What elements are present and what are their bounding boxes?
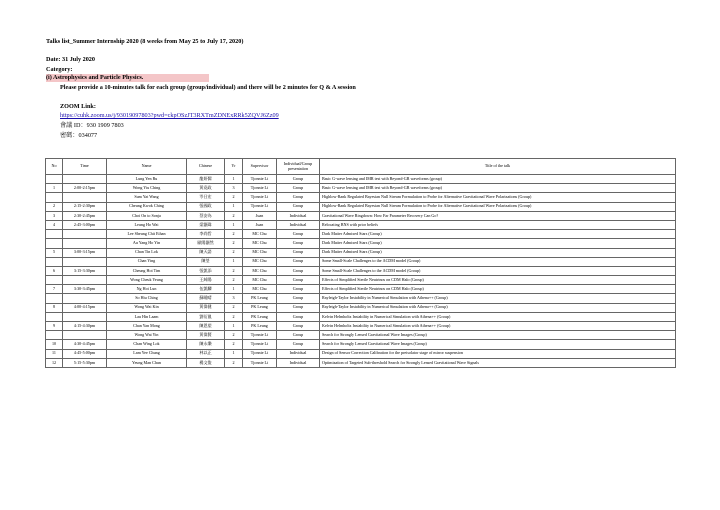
cell-title: Dark Matter Admixed Stars (Group) bbox=[320, 248, 676, 257]
cell-title: Dark Matter Admixed Stars (Group) bbox=[320, 230, 676, 239]
table-row bbox=[46, 175, 676, 184]
cell-presentation: Group bbox=[277, 248, 320, 257]
cell-chinese: 林以正 bbox=[187, 349, 225, 358]
cell-time bbox=[63, 276, 107, 285]
cell-supervisor: Tjonnie Li bbox=[243, 193, 277, 202]
table-row bbox=[46, 312, 676, 321]
cell-name: Yeung Man Chun bbox=[107, 358, 187, 367]
cell-no: 8 bbox=[46, 303, 63, 312]
cell-time: 4:15-4:30pm bbox=[63, 322, 107, 331]
cell-presentation: Individual bbox=[277, 220, 320, 229]
cell-title: Search for Strongly Lensed Gravitational Wave Images (Group) bbox=[320, 340, 676, 349]
cell-name: Chan Yan Mong bbox=[107, 322, 187, 331]
cell-title: Kelvin Helmholtz Instability in Numerical Simulation with Athena++ (Group) bbox=[320, 312, 676, 321]
cell-supervisor: MC Chu bbox=[243, 285, 277, 294]
cell-title: Design of Sensor Correction Calibration for the preisolator stage of mirror suspension bbox=[320, 349, 676, 358]
category-value bbox=[46, 74, 209, 82]
cell-chinese: 龍妍儒 bbox=[187, 175, 225, 184]
cell-presentation: Group bbox=[277, 312, 320, 321]
table-row bbox=[46, 285, 676, 294]
cell-presentation: Group bbox=[277, 202, 320, 211]
cell-chinese: 張凱添 bbox=[187, 266, 225, 275]
table-row bbox=[46, 230, 676, 239]
cell-supervisor: MC Chu bbox=[243, 239, 277, 248]
category-value-text: (i) Astrophysics and Particle Physics. bbox=[46, 74, 144, 81]
cell-supervisor: MC Chu bbox=[243, 257, 277, 266]
cell-no bbox=[46, 312, 63, 321]
cell-supervisor: PK Leung bbox=[243, 312, 277, 321]
table-row bbox=[46, 248, 676, 257]
cell-no bbox=[46, 230, 63, 239]
table-row bbox=[46, 276, 676, 285]
cell-presentation: Individual bbox=[277, 211, 320, 220]
cell-chinese: 蔡安為 bbox=[187, 211, 225, 220]
cell-chinese: 伍凱麟 bbox=[187, 285, 225, 294]
cell-presentation: Group bbox=[277, 184, 320, 193]
cell-no: 4 bbox=[46, 220, 63, 229]
cell-name: Sum Yat Wang bbox=[107, 193, 187, 202]
cell-time bbox=[63, 230, 107, 239]
table-row bbox=[46, 340, 676, 349]
cell-presentation: Group bbox=[277, 322, 320, 331]
cell-title: Search for Strongly Lensed Gravitational Wave Images (Group) bbox=[320, 331, 676, 340]
cell-time bbox=[63, 257, 107, 266]
cell-supervisor: Tjonnie Li bbox=[243, 340, 277, 349]
cell-time bbox=[63, 294, 107, 303]
cell-chinese: 歐陽灝然 bbox=[187, 239, 225, 248]
cell-time: 3:00-3:15pm bbox=[63, 248, 107, 257]
cell-title: Effects of Simplified Sterile Neutrinos on CDM Halo (Group) bbox=[320, 285, 676, 294]
cell-time bbox=[63, 175, 107, 184]
cell-presentation: Group bbox=[277, 340, 320, 349]
cell-time: 3:15-3:30pm bbox=[63, 266, 107, 275]
table-row bbox=[46, 211, 676, 220]
instruction-text: Please provide a 10-minutes talk for each group (group/individual) and there will be 2 minutes for Q & A session bbox=[60, 84, 356, 91]
cell-time: 4:30-4:45pm bbox=[63, 340, 107, 349]
cell-presentation: Group bbox=[277, 230, 320, 239]
cell-supervisor: Juan bbox=[243, 211, 277, 220]
cell-no bbox=[46, 331, 63, 340]
doc-title: Talks list_Summer Internship 2020 (8 weeks from May 25 to July 17, 2020) bbox=[46, 38, 244, 45]
cell-chinese: 岑日宏 bbox=[187, 193, 225, 202]
cell-chinese: 黃偉賢 bbox=[187, 331, 225, 340]
cell-name: Au Yang Ho Yin bbox=[107, 239, 187, 248]
header-title: Title of the talk bbox=[320, 159, 676, 175]
cell-title: Optimization of Targeted Sub-threshold Search for Strongly Lensed Gravitational Wave Signals bbox=[320, 358, 676, 367]
cell-time: 2:15-2:30pm bbox=[63, 202, 107, 211]
table-row bbox=[46, 257, 676, 266]
cell-chinese: 黃偉健 bbox=[187, 303, 225, 312]
cell-name: So Hiu Ching bbox=[107, 294, 187, 303]
cell-supervisor: MC Chu bbox=[243, 276, 277, 285]
cell-no: 10 bbox=[46, 340, 63, 349]
cell-chinese: 楊文俊 bbox=[187, 358, 225, 367]
cell-yr: 1 bbox=[225, 220, 243, 229]
cell-time: 4:45-5:00pm bbox=[63, 349, 107, 358]
header-chinese: Chinese bbox=[187, 159, 225, 175]
cell-name: Lee Sheung Chit Ethan bbox=[107, 230, 187, 239]
table-row bbox=[46, 202, 676, 211]
cell-yr: 3 bbox=[225, 184, 243, 193]
cell-presentation: Group bbox=[277, 175, 320, 184]
table-row bbox=[46, 294, 676, 303]
table-row bbox=[46, 349, 676, 358]
cell-supervisor: Tjonnie Li bbox=[243, 358, 277, 367]
cell-yr: 1 bbox=[225, 175, 243, 184]
cell-supervisor: Juan bbox=[243, 220, 277, 229]
cell-title: Highlow-Rank Regulated Bayesian Null Stream Formulation to Probe for Alternative Gravitational Wave Polarizations (Group) bbox=[320, 193, 676, 202]
cell-title: Rayleigh-Taylor Instability in Numerical Simulation with Athena++ (Group) bbox=[320, 294, 676, 303]
talks-table bbox=[45, 158, 676, 368]
cell-name: Wong Yiu Ching bbox=[107, 184, 187, 193]
cell-time: 5:15-5:30pm bbox=[63, 358, 107, 367]
header-time: Time bbox=[63, 159, 107, 175]
cell-name: Leung Ho Wai bbox=[107, 220, 187, 229]
cell-supervisor: PK Leung bbox=[243, 322, 277, 331]
cell-title: Kelvin Helmholtz Instability in Numerical Simulation with Athena++ (Group) bbox=[320, 322, 676, 331]
cell-presentation: Individual bbox=[277, 358, 320, 367]
cell-chinese: 陳永樂 bbox=[187, 340, 225, 349]
cell-title: Relocating BNS with prior beliefs bbox=[320, 220, 676, 229]
cell-presentation: Group bbox=[277, 239, 320, 248]
cell-presentation: Group bbox=[277, 285, 320, 294]
cell-no bbox=[46, 276, 63, 285]
cell-no bbox=[46, 239, 63, 248]
cell-yr: 2 bbox=[225, 358, 243, 367]
cell-yr: 2 bbox=[225, 230, 243, 239]
cell-name: Ng Hoi Lun bbox=[107, 285, 187, 294]
table-row bbox=[46, 331, 676, 340]
cell-chinese: 蘇曉晴 bbox=[187, 294, 225, 303]
cell-name: Cheung Kwok Ching bbox=[107, 202, 187, 211]
cell-title: Highlow-Rank Regulated Bayesian Null Stream Formulation to Probe for Alternative Gravitational Wave Polarizations (Group) bbox=[320, 202, 676, 211]
cell-name: Wong Wai Yin bbox=[107, 331, 187, 340]
table-row bbox=[46, 220, 676, 229]
cell-yr: 2 bbox=[225, 331, 243, 340]
cell-supervisor: PK Leung bbox=[243, 294, 277, 303]
cell-time: 2:45-3:00pm bbox=[63, 220, 107, 229]
cell-name: Lung Yen Ru bbox=[107, 175, 187, 184]
cell-chinese: 王綽陽 bbox=[187, 276, 225, 285]
cell-title: Dark Matter Admixed Stars (Group) bbox=[320, 239, 676, 248]
cell-name: Wong Wai Kin bbox=[107, 303, 187, 312]
cell-presentation: Group bbox=[277, 257, 320, 266]
cell-time: 3:30-3:45pm bbox=[63, 285, 107, 294]
cell-yr: 1 bbox=[225, 285, 243, 294]
cell-supervisor: Tjonnie Li bbox=[243, 184, 277, 193]
cell-chinese: 陳恩望 bbox=[187, 322, 225, 331]
table-row bbox=[46, 193, 676, 202]
cell-time: 2:00-2:15pm bbox=[63, 184, 107, 193]
cell-title: Basic G-wave lensing and IMR test with Beyond-GR waveforms (group) bbox=[320, 175, 676, 184]
cell-chinese: 陳瑩 bbox=[187, 257, 225, 266]
cell-chinese: 李尚哲 bbox=[187, 230, 225, 239]
table-row bbox=[46, 303, 676, 312]
cell-title: Gravitational Wave Ringdown: How Far Parameter Recovery Can Go? bbox=[320, 211, 676, 220]
cell-time bbox=[63, 193, 107, 202]
cell-yr: 1 bbox=[225, 349, 243, 358]
cell-supervisor: MC Chu bbox=[243, 230, 277, 239]
cell-title: Rayleigh-Taylor Instability in Numerical Simulation with Athena++ (Group) bbox=[320, 303, 676, 312]
cell-no: 6 bbox=[46, 266, 63, 275]
cell-no: 5 bbox=[46, 248, 63, 257]
cell-name: Choi On to Sonja bbox=[107, 211, 187, 220]
table-row bbox=[46, 239, 676, 248]
cell-presentation: Group bbox=[277, 303, 320, 312]
cell-yr: 1 bbox=[225, 257, 243, 266]
cell-no: 7 bbox=[46, 285, 63, 294]
cell-presentation: Group bbox=[277, 294, 320, 303]
cell-title: Some Small-Scale Challenges to the ΛCDM model (Group) bbox=[320, 257, 676, 266]
cell-yr: 2 bbox=[225, 211, 243, 220]
cell-no: 1 bbox=[46, 184, 63, 193]
cell-no: 9 bbox=[46, 322, 63, 331]
header-yr: Yr bbox=[225, 159, 243, 175]
cell-supervisor: MC Chu bbox=[243, 248, 277, 257]
cell-name: Chan Tin Lok bbox=[107, 248, 187, 257]
header-name: Name bbox=[107, 159, 187, 175]
cell-presentation: Group bbox=[277, 331, 320, 340]
table-header-row bbox=[46, 159, 676, 175]
cell-title: Some Small-Scale Challenges to the ΛCDM model (Group) bbox=[320, 266, 676, 275]
cell-supervisor: Tjonnie Li bbox=[243, 331, 277, 340]
cell-presentation: Group bbox=[277, 193, 320, 202]
cell-no bbox=[46, 193, 63, 202]
cell-title: Basic G-wave lensing and IMR test with Beyond-GR waveforms (group) bbox=[320, 184, 676, 193]
cell-yr: 1 bbox=[225, 322, 243, 331]
cell-time: 2:30-2:45pm bbox=[63, 211, 107, 220]
cell-chinese: 張國政 bbox=[187, 202, 225, 211]
cell-yr: 2 bbox=[225, 276, 243, 285]
table-row bbox=[46, 358, 676, 367]
cell-no bbox=[46, 257, 63, 266]
cell-no: 12 bbox=[46, 358, 63, 367]
header-supervisor: Supervisor bbox=[243, 159, 277, 175]
table-row bbox=[46, 184, 676, 193]
cell-chinese: 陳天諾 bbox=[187, 248, 225, 257]
cell-yr: 2 bbox=[225, 303, 243, 312]
cell-supervisor: Tjonnie Li bbox=[243, 175, 277, 184]
table-row bbox=[46, 266, 676, 275]
cell-supervisor: Tjonnie Li bbox=[243, 202, 277, 211]
cell-no: 3 bbox=[46, 211, 63, 220]
cell-presentation: Group bbox=[277, 266, 320, 275]
cell-supervisor: PK Leung bbox=[243, 303, 277, 312]
header-no: No bbox=[46, 159, 63, 175]
cell-no bbox=[46, 294, 63, 303]
cell-chinese: 梁灝瑋 bbox=[187, 220, 225, 229]
cell-name: Lam Yee Chung bbox=[107, 349, 187, 358]
cell-yr: 2 bbox=[225, 266, 243, 275]
cell-yr: 1 bbox=[225, 202, 243, 211]
cell-time bbox=[63, 312, 107, 321]
cell-no: 2 bbox=[46, 202, 63, 211]
cell-name: Cheung Hoi Tim bbox=[107, 266, 187, 275]
cell-presentation: Individual bbox=[277, 349, 320, 358]
cell-time bbox=[63, 239, 107, 248]
cell-no: 11 bbox=[46, 349, 63, 358]
cell-presentation: Group bbox=[277, 276, 320, 285]
cell-name: Chan Wing Lok bbox=[107, 340, 187, 349]
doc-date: Date: 31 July 2020 bbox=[46, 56, 95, 63]
cell-chinese: 黃堯政 bbox=[187, 184, 225, 193]
zoom-link[interactable]: https://cuhk.zoom.us/j/93019097803?pwd=ckpOSzJT3RXTmZDNExRRk5ZQVJ6Zz09 bbox=[60, 112, 279, 119]
cell-no bbox=[46, 175, 63, 184]
cell-name: Lau Hin Laam bbox=[107, 312, 187, 321]
table-row bbox=[46, 322, 676, 331]
cell-yr: 2 bbox=[225, 248, 243, 257]
meeting-password: 密碼：034077 bbox=[60, 132, 98, 139]
zoom-label: ZOOM Link: bbox=[60, 103, 96, 110]
category-label: Category: bbox=[46, 66, 73, 73]
cell-yr: 2 bbox=[225, 340, 243, 349]
cell-supervisor: MC Chu bbox=[243, 266, 277, 275]
cell-supervisor: Tjonnie Li bbox=[243, 349, 277, 358]
cell-yr: 2 bbox=[225, 239, 243, 248]
cell-yr: 2 bbox=[225, 312, 243, 321]
meeting-id: 會議 ID：930 1909 7803 bbox=[60, 122, 124, 129]
cell-time bbox=[63, 331, 107, 340]
cell-title: Effects of Simplified Sterile Neutrinos on CDM Halo (Group) bbox=[320, 276, 676, 285]
cell-yr: 2 bbox=[225, 193, 243, 202]
cell-chinese: 劉衍嵐 bbox=[187, 312, 225, 321]
cell-name: Chan Ying bbox=[107, 257, 187, 266]
cell-name: Wong Cheuk Yeung bbox=[107, 276, 187, 285]
cell-yr: 3 bbox=[225, 294, 243, 303]
cell-time: 4:00-4:15pm bbox=[63, 303, 107, 312]
header-presentation: Individual/Group presentation bbox=[277, 159, 320, 175]
